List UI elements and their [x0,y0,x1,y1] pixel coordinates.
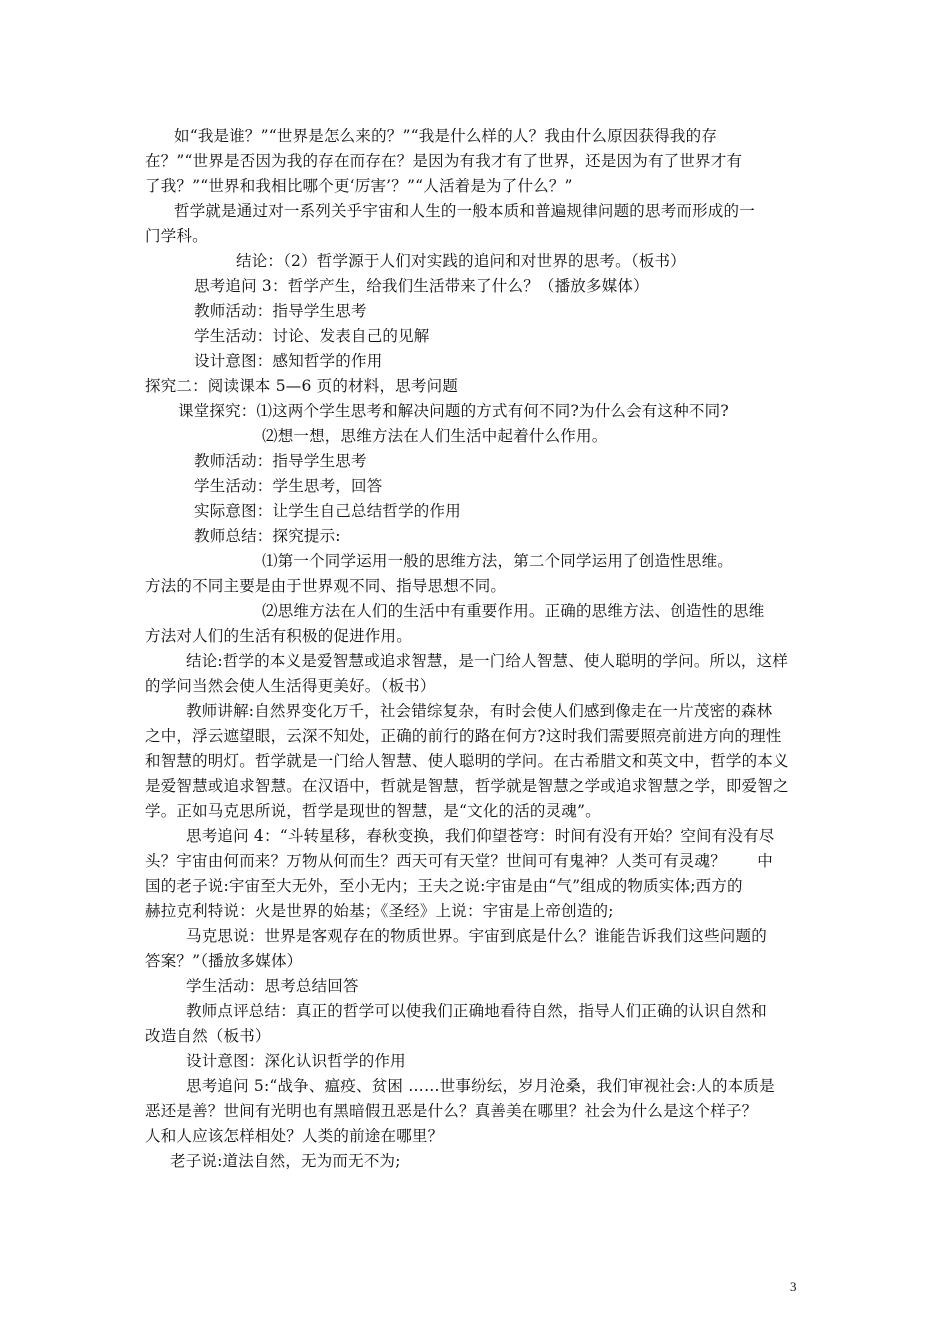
text-line-32: 赫拉克利特说：火是世界的始基；《圣经》上说：宇宙是上帝创造的; [145,902,614,920]
text-line-40: 恶还是善？世间有光明也有黑暗假丑恶是什么？真善美在哪里？社会为什么是这个样子？ [145,1102,758,1120]
text-line-23: 的学问当然会使人生活得更美好。（板书） [145,677,436,695]
text-line-41: 人和人应该怎样相处？人类的前途在哪里？ [145,1127,444,1145]
text-line-13: ⑵想一想，思维方法在人们生活中起着什么作用。 [262,427,608,445]
text-line-20: ⑵思维方法在人们的生活中有重要作用。正确的思维方法、创造性的思维 [262,602,765,620]
text-line-2: 在？”“世界是否因为我的存在而存在？是因为有我才有了世界，还是因为有了世界才有 [145,152,743,170]
text-line-4: 哲学就是通过对一系列关乎宇宙和人生的一般本质和普遍规律问题的思考而形成的一 [174,202,755,220]
text-line-19: 方法的不同主要是由于世界观不同、指导思想不同。 [145,577,507,595]
text-line-21: 方法对人们的生活有积极的促进作用。 [145,627,412,645]
text-line-38: 设计意图：深化认识哲学的作用 [186,1052,406,1070]
text-line-39: 思考追问 5:“战争、瘟疫、贫困 ……世事纷纭，岁月沧桑，我们审视社会:人的本质是 [186,1077,775,1095]
text-line-24: 教师讲解:自然界变化万千，社会错综复杂，有时会使人们感到像走在一片茂密的森林 [186,702,773,720]
text-line-36: 教师点评总结：真正的哲学可以使我们正确地看待自然，指导人们正确的认识自然和 [186,1002,767,1020]
text-line-42: 老子说:道法自然，无为而无不为; [170,1152,401,1170]
text-line-33: 马克思说：世界是客观存在的物质世界。宇宙到底是什么？谁能告诉我们这些问题的 [186,927,767,945]
text-line-7: 思考追问 3：哲学产生，给我们生活带来了什么？（播放多媒体） [194,277,649,295]
page-number: 3 [790,1279,797,1294]
text-line-30: 头？宇宙由何而来？万物从何而生？西天可有天堂？世间可有鬼神？人类可有灵魂？ 中 [145,852,774,870]
text-line-12: 课堂探究：⑴这两个学生思考和解决问题的方式有何不同?为什么会有这种不同? [178,402,729,420]
text-line-1: 如“我是谁？”“世界是怎么来的？”“我是什么样的人？我由什么原因获得我的存 [174,127,718,145]
text-line-34: 答案？”（播放多媒体） [145,952,303,970]
text-line-11: 探究二：阅读课本 5—6 页的材料，思考问题 [145,377,458,395]
text-line-10: 设计意图：感知哲学的作用 [194,352,383,370]
text-line-26: 和智慧的明灯。哲学就是一门给人智慧、使人聪明的学问。在古希腊文和英文中，哲学的本义 [145,752,789,770]
text-line-29: 思考追问 4：“斗转星移，春秋变换，我们仰望苍穹：时间有没有开始？空间有没有尽 [186,827,775,845]
text-line-35: 学生活动：思考总结回答 [186,977,359,995]
text-line-18: ⑴第一个同学运用一般的思维方法，第二个同学运用了创造性思维。 [262,552,734,570]
text-line-3: 了我？”“世界和我相比哪个更‘厉害’？”“人活着是为了什么？” [145,177,573,195]
text-line-5: 门学科。 [145,227,208,245]
text-line-9: 学生活动：讨论、发表自己的见解 [194,327,430,345]
text-line-31: 国的老子说:宇宙至大无外，至小无内；王夫之说:宇宙是由“气”组成的物质实体;西方的 [145,877,743,895]
text-line-27: 是爱智慧或追求智慧。在汉语中，哲就是智慧，哲学就是智慧之学或追求智慧之学，即爱智之 [145,777,789,795]
text-line-22: 结论:哲学的本义是爱智慧或追求智慧，是一门给人智慧、使人聪明的学问。所以，这样 [186,652,789,670]
text-line-6: 结论：（2）哲学源于人们对实践的追问和对世界的思考。（板书） [236,252,686,270]
text-line-17: 教师总结：探究提示: [194,527,341,545]
text-line-14: 教师活动：指导学生思考 [194,452,367,470]
text-line-16: 实际意图：让学生自己总结哲学的作用 [194,502,461,520]
text-line-28: 学。正如马克思所说，哲学是现世的智慧，是“文化的活的灵魂”。 [145,802,601,820]
text-line-8: 教师活动：指导学生思考 [194,302,367,320]
text-line-15: 学生活动：学生思考，回答 [194,477,383,495]
text-line-37: 改造自然（板书） [145,1027,271,1045]
text-line-25: 之中，浮云遮望眼，云深不知处，正确的前行的路在何方?这时我们需要照亮前进方向的理性 [145,727,782,745]
